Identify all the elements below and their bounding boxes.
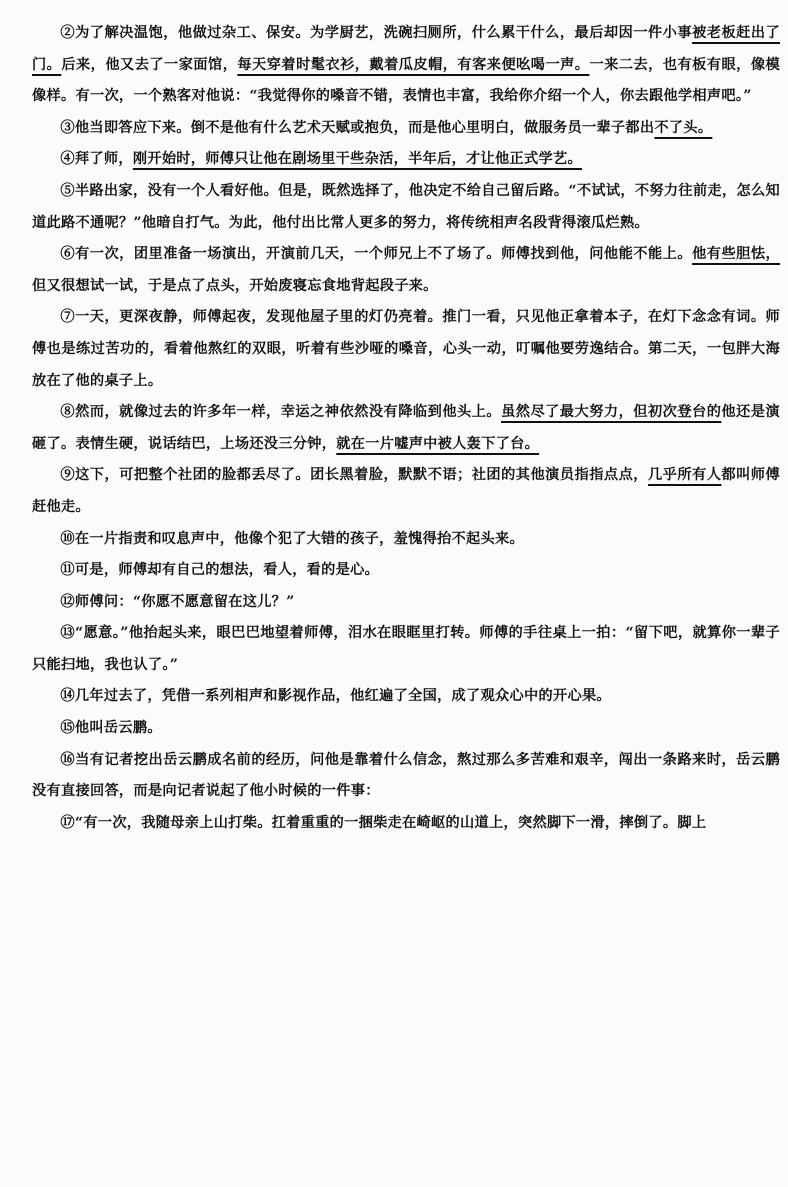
paragraph-text: ⑪可是，师傅却有自己的想法，看人，看的是心。 bbox=[60, 562, 380, 579]
paragraph bbox=[32, 713, 780, 745]
underlined-text: 不了头。 bbox=[654, 119, 713, 136]
paragraph bbox=[32, 176, 780, 239]
paragraph-text: ⑥有一次，团里准备一场演出，开演前几天，一个师兄上不了场了。师傅找到他，问他能不能上。 bbox=[60, 246, 693, 263]
paragraph bbox=[32, 618, 780, 681]
paragraph bbox=[32, 239, 780, 302]
paragraph-text: ⑫师傅问：“你愿不愿意留在这儿？” bbox=[60, 593, 295, 610]
paragraph bbox=[32, 555, 780, 587]
paragraph bbox=[32, 681, 780, 713]
underlined-text: 他有些胆怯， bbox=[692, 246, 780, 263]
paragraph-text: ⑧然而，就像过去的许多年一样，幸运之神依然没有降临到他头上。 bbox=[60, 404, 502, 421]
paragraph-text: ⑬“愿意。”他抬起头来，眼巴巴地望着师傅，泪水在眼眶里打转。师傅的手往桌上一拍：“留下吧，就算你一辈子只能扫地，我也认了。” bbox=[32, 625, 780, 673]
paragraph bbox=[32, 397, 780, 460]
paragraph-text: ⑮他叫岳云鹏。 bbox=[60, 720, 162, 737]
paragraph-text: ⑩在一片指责和叹息声中，他像个犯了大错的孩子，羞愧得抬不起头来。 bbox=[60, 530, 524, 547]
paragraph-text: ⑤半路出家，没有一个人看好他。但是，既然选择了，他决定不给自己留后路。“不试试，不努力往前走，怎么知道此路不通呢？”他暗自打气。为此，他付出比常人更多的努力，将传统相声名段背得滚瓜烂熟。 bbox=[32, 182, 780, 231]
underlined-text: 被老板赶出了门。 bbox=[32, 25, 780, 73]
paragraph bbox=[32, 302, 780, 397]
paragraph-text: 都叫师傅赶他走。 bbox=[32, 467, 780, 515]
paragraph-text: 后来，他又去了一家面馆， bbox=[61, 56, 238, 73]
paragraph bbox=[32, 113, 780, 145]
paragraph bbox=[32, 524, 780, 556]
paragraph-text: ③他当即答应下来。倒不是他有什么艺术天赋或抱负，而是他心里明白，做服务员一辈子都出 bbox=[60, 119, 655, 136]
underlined-text: 就在一片嘘声中被人轰下了台。 bbox=[336, 435, 540, 452]
paragraph bbox=[32, 587, 780, 619]
paragraph-text: 他还是演砸了。表情生硬，说话结巴，上场还没三分钟， bbox=[32, 404, 780, 452]
underlined-text: 虽然尽了最大努力，但初次登台的 bbox=[501, 404, 722, 421]
underlined-text: 刚开始时，师傅只让他在剧场里干些杂活，半年后，才让他正式学艺。 bbox=[132, 151, 582, 168]
paragraph-text: ⑯当有记者挖出岳云鹏成名前的经历，问他是靠着什么信念，熬过那么多苦难和艰辛，闯出一条路来时，岳云鹏没有直接回答，而是向记者说起了他小时候的一件事： bbox=[32, 751, 780, 800]
paragraph-text: ②为了解决温饱，他做过杂工、保安。为学厨艺，洗碗扫厕所，什么累干什么，最后却因一件小事 bbox=[60, 25, 693, 41]
paragraph-text: ④拜了师， bbox=[60, 151, 133, 168]
article-body bbox=[32, 18, 780, 839]
paragraph-text: ⑭几年过去了，凭借一系列相声和影视作品，他红遍了全国，成了观众心中的开心果。 bbox=[60, 688, 611, 705]
paragraph-text: 一来二去，也有板有眼，像模像样。有一次，一个熟客对他说：“我觉得你的嗓音不错，表情也丰富，我给你介绍一个人，你去跟他学相声吧。” bbox=[32, 56, 780, 105]
underlined-text: 几乎所有人 bbox=[647, 467, 722, 484]
paragraph bbox=[32, 460, 780, 523]
paragraph bbox=[32, 18, 780, 113]
paragraph-text: ⑨这下，可把整个社团的脸都丢尽了。团长黑着脸，默默不语；社团的其他演员指指点点， bbox=[60, 467, 648, 484]
paragraph-text: 但又很想试一试，于是点了点头，开始废寝忘食地背起段子来。 bbox=[32, 277, 438, 294]
paragraph bbox=[32, 808, 780, 840]
paragraph bbox=[32, 745, 780, 808]
underlined-text: 每天穿着时髦衣衫，戴着瓜皮帽，有客来便吆喝一声。 bbox=[237, 56, 590, 73]
paragraph-text: ⑰“有一次，我随母亲上山打柴。扛着重重的一捆柴走在崎岖的山道上，突然脚下一滑，摔倒了。脚上 bbox=[60, 814, 707, 831]
paragraph-text: ⑦一天，更深夜静，师傅起夜，发现他屋子里的灯仍亮着。推门一看，只见他正拿着本子，在灯下念念有词。师傅也是练过苦功的，看着他熬红的双眼，听着有些沙哑的嗓音，心头一动，叮嘱他要劳逸结合。第二天，一包胖大海放在了他的桌子上。 bbox=[32, 309, 780, 389]
paragraph bbox=[32, 144, 780, 176]
